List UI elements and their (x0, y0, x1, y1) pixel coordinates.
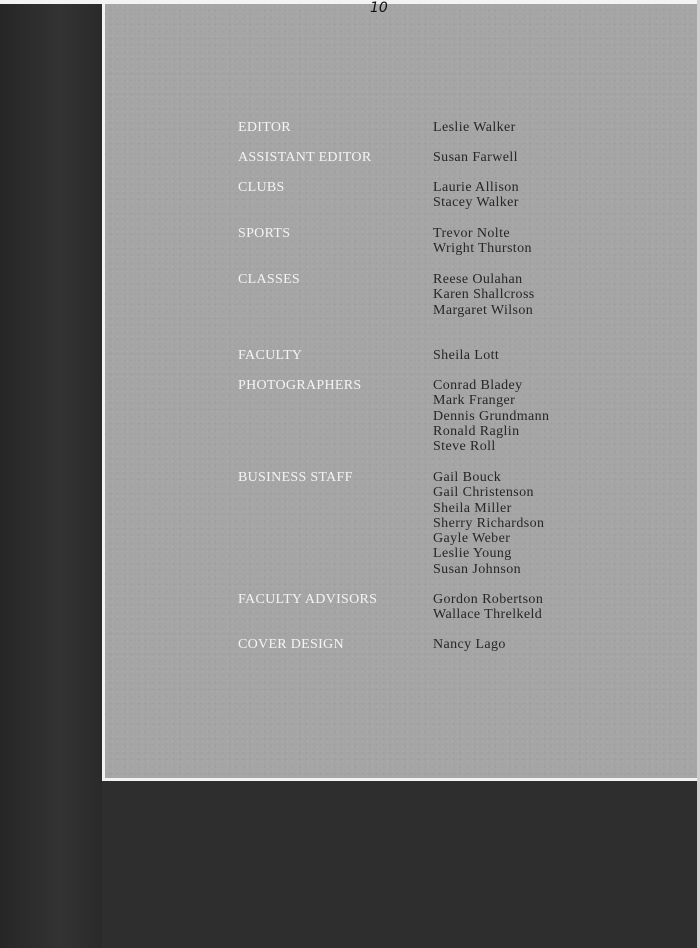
names-cover-design (433, 637, 506, 652)
name-item: Gail Bouck (433, 470, 502, 485)
page-number: 10 (370, 0, 388, 16)
name-item: Sheila Lott (433, 348, 500, 363)
role-assistant-editor: ASSISTANT EDITOR (238, 150, 372, 165)
name-item: Gail Christenson (433, 485, 534, 501)
names-clubs (433, 180, 519, 211)
names-editor (433, 120, 516, 135)
name-item: Nancy Lago (433, 637, 506, 652)
name-item: Wright Thurston (433, 241, 532, 257)
name-item: Leslie Walker (433, 120, 516, 135)
role-classes: CLASSES (238, 272, 301, 287)
name-item: Dennis Grundmann (433, 408, 550, 424)
name-item: Trevor Nolte (433, 226, 511, 241)
name-item: Sherry Richardson (433, 515, 545, 531)
role-cover-design: COVER DESIGN (238, 637, 344, 652)
role-photographers: PHOTOGRAPHERS (238, 378, 362, 393)
name-item: Stacey Walker (433, 195, 519, 211)
role-business-staff: BUSINESS STAFF (238, 470, 353, 485)
name-item: Ronald Raglin (433, 423, 520, 439)
name-item: Susan Farwell (433, 150, 518, 165)
names-sports (433, 226, 532, 257)
name-item: Susan Johnson (433, 561, 522, 577)
name-item: Margaret Wilson (433, 302, 534, 318)
names-business-staff (433, 470, 544, 577)
names-faculty-advisors (433, 592, 543, 623)
left-dark-margin (0, 0, 102, 948)
credits-panel (102, 4, 697, 781)
name-item: Steve Roll (433, 439, 496, 455)
role-faculty: FACULTY (238, 348, 303, 363)
name-item: Reese Oulahan (433, 272, 523, 287)
role-editor: EDITOR (238, 120, 291, 135)
names-photographers (433, 378, 549, 454)
names-assistant-editor (433, 150, 518, 165)
role-clubs: CLUBS (238, 180, 285, 195)
name-item: Conrad Bladey (433, 378, 523, 393)
name-item: Laurie Allison (433, 180, 520, 195)
name-item: Sheila Miller (433, 500, 512, 516)
names-classes (433, 272, 535, 318)
name-item: Mark Franger (433, 393, 516, 409)
name-item: Karen Shallcross (433, 287, 535, 303)
name-item: Gayle Weber (433, 531, 511, 547)
names-faculty (433, 348, 499, 363)
name-item: Leslie Young (433, 546, 512, 562)
role-faculty-advisors: FACULTY ADVISORS (238, 592, 378, 607)
name-item: Wallace Threlkeld (433, 607, 543, 623)
name-item: Gordon Robertson (433, 592, 544, 607)
role-sports: SPORTS (238, 226, 291, 241)
